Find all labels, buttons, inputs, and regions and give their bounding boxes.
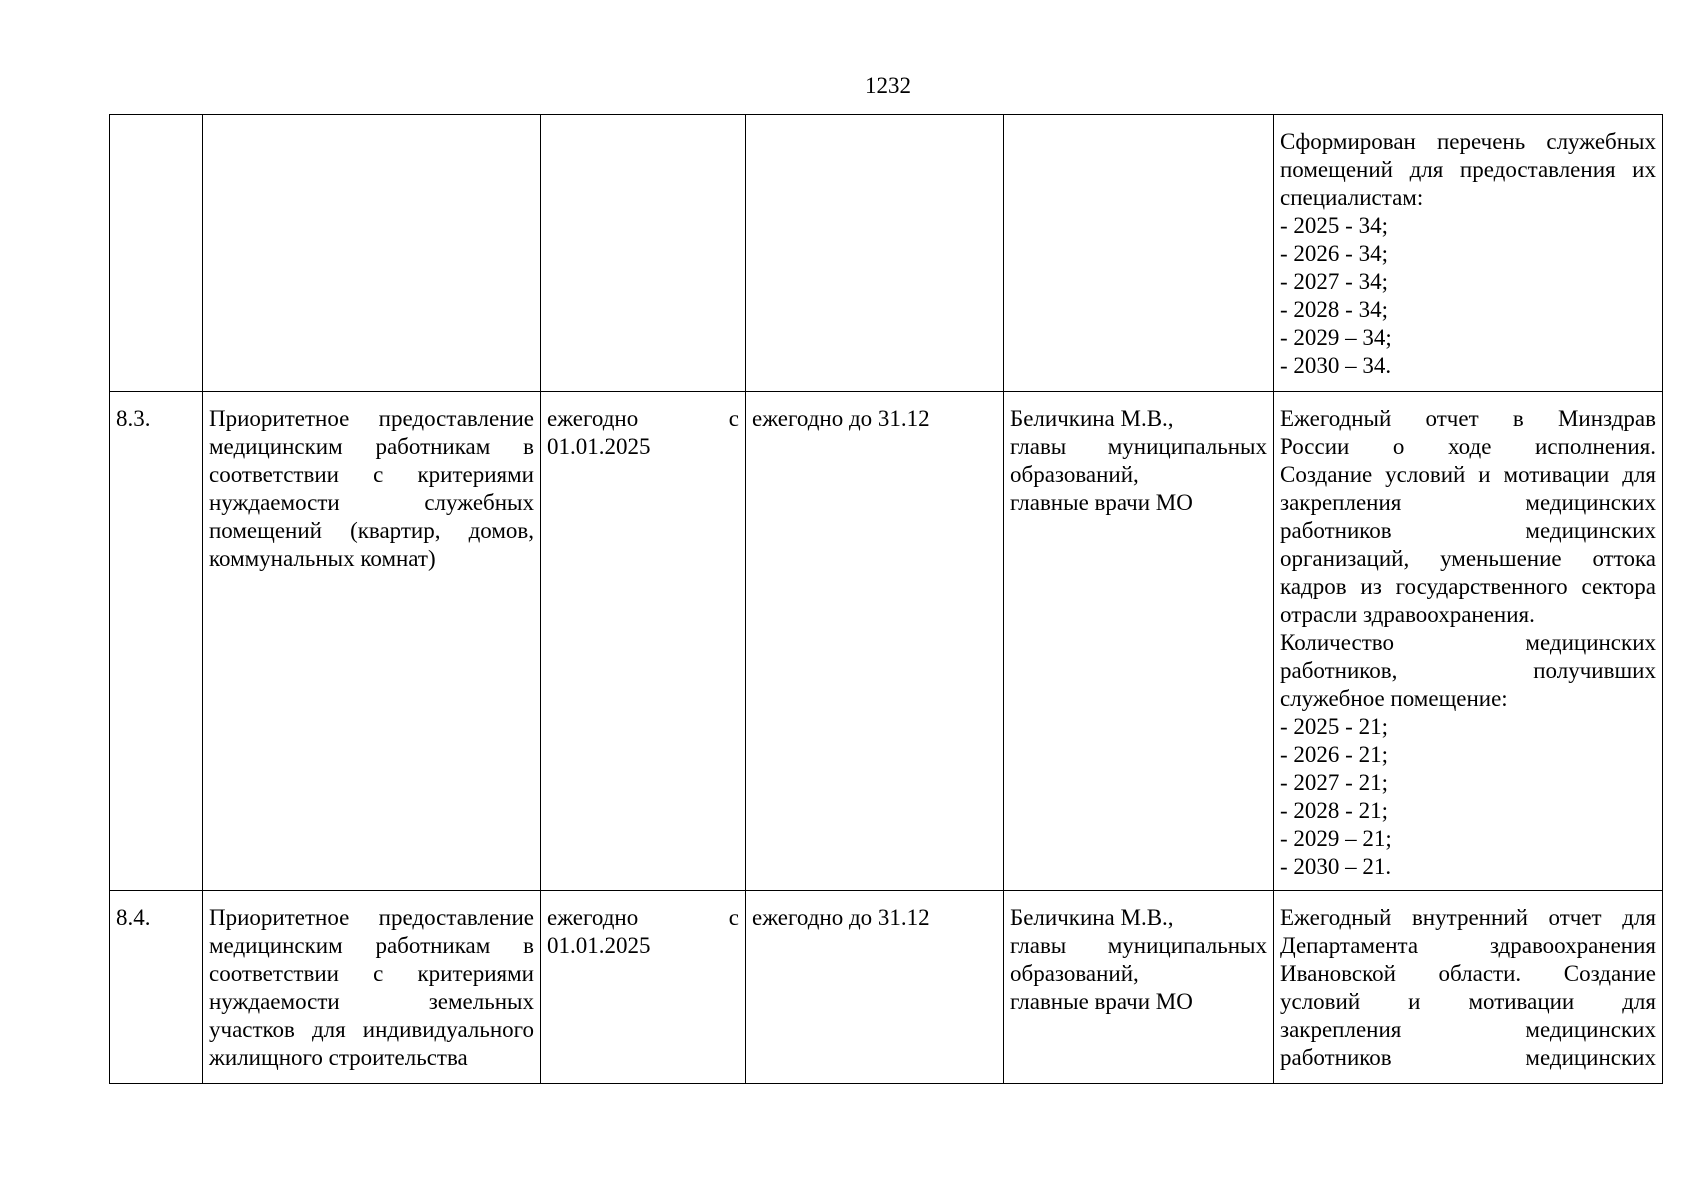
cell-line: кадров из государственного сектора	[1280, 574, 1656, 599]
table-row	[110, 392, 1663, 891]
end-date-cell	[746, 891, 1004, 1084]
start-date-cell	[541, 891, 746, 1084]
responsible-cell	[1004, 891, 1274, 1084]
cell-text: ежегодно до 31.12	[752, 905, 930, 930]
end-date-cell	[746, 115, 1004, 392]
cell-line: медицинским работникам в	[209, 933, 534, 958]
cell-line: главные врачи МО	[1010, 490, 1193, 515]
cell-line: жилищного строительства	[209, 1045, 468, 1070]
cell-line: специалистам:	[1280, 185, 1424, 210]
cell-line: 01.01.2025	[547, 933, 651, 958]
start-date-cell	[541, 115, 746, 392]
table-row	[110, 115, 1663, 392]
cell-line: Департамента здравоохранения	[1280, 933, 1656, 958]
cell-line: Беличкина М.В.,	[1010, 406, 1174, 431]
cell-line: работников медицинских	[1280, 1045, 1656, 1070]
cell-line: отрасли здравоохранения.	[1280, 602, 1535, 627]
cell-line: Сформирован перечень служебных	[1280, 129, 1656, 154]
event-cell	[203, 115, 541, 392]
cell-line: Ежегодный отчет в Минздрав	[1280, 406, 1656, 431]
responsible-cell	[1004, 392, 1274, 891]
cell-line: главные врачи МО	[1010, 989, 1193, 1014]
cell-line: коммунальных комнат)	[209, 546, 436, 571]
cell-line: участков для индивидуального	[209, 1017, 534, 1042]
cell-line: - 2026 - 34;	[1280, 241, 1388, 266]
cell-line: главы муниципальных	[1010, 434, 1267, 459]
event-cell	[203, 891, 541, 1084]
cell-line: помещений для предоставления их	[1280, 157, 1656, 182]
row-number-cell	[110, 115, 203, 392]
cell-line: главы муниципальных	[1010, 933, 1267, 958]
cell-line: соответствии с критериями	[209, 961, 534, 986]
row-number-cell	[110, 392, 203, 891]
cell-line: нуждаемости земельных	[209, 989, 534, 1014]
result-cell	[1274, 115, 1663, 392]
cell-line: Приоритетное предоставление	[209, 406, 534, 431]
cell-line: 01.01.2025	[547, 434, 651, 459]
result-cell	[1274, 891, 1663, 1084]
responsible-cell	[1004, 115, 1274, 392]
cell-text: 8.4.	[116, 905, 151, 930]
cell-line: закрепления медицинских	[1280, 490, 1656, 515]
cell-line: работников медицинских	[1280, 518, 1656, 543]
cell-line: - 2025 - 21;	[1280, 714, 1388, 739]
cell-line: условий и мотивации для	[1280, 989, 1656, 1014]
cell-text: 8.3.	[116, 406, 151, 431]
cell-line: организаций, уменьшение оттока	[1280, 546, 1656, 571]
table-row	[110, 891, 1663, 1084]
cell-line: Ивановской области. Создание	[1280, 961, 1656, 986]
event-cell	[203, 392, 541, 891]
cell-line: - 2025 - 34;	[1280, 213, 1388, 238]
cell-line: - 2030 – 34.	[1280, 353, 1392, 378]
cell-line: Создание условий и мотивации для	[1280, 462, 1656, 487]
cell-line: образований,	[1010, 961, 1139, 986]
cell-line: - 2026 - 21;	[1280, 742, 1388, 767]
cell-line: Приоритетное предоставление	[209, 905, 534, 930]
cell-line: служебное помещение:	[1280, 686, 1508, 711]
cell-line: Беличкина М.В.,	[1010, 905, 1174, 930]
cell-line: соответствии с критериями	[209, 462, 534, 487]
cell-line: - 2027 - 21;	[1280, 770, 1388, 795]
cell-line: Количество медицинских	[1280, 630, 1656, 655]
cell-line: - 2028 - 21;	[1280, 798, 1388, 823]
cell-text: ежегодно до 31.12	[752, 406, 930, 431]
cell-line: нуждаемости служебных	[209, 490, 534, 515]
cell-line: образований,	[1010, 462, 1139, 487]
cell-line: России о ходе исполнения.	[1280, 434, 1656, 459]
cell-line: медицинским работникам в	[209, 434, 534, 459]
cell-line: помещений (квартир, домов,	[209, 518, 534, 543]
page-number: 1232	[865, 73, 911, 98]
cell-line: - 2029 – 34;	[1280, 325, 1392, 350]
row-number-cell	[110, 891, 203, 1084]
cell-line: - 2030 – 21.	[1280, 854, 1392, 879]
cell-line: - 2029 – 21;	[1280, 826, 1392, 851]
cell-line: - 2027 - 34;	[1280, 269, 1388, 294]
result-cell	[1274, 392, 1663, 891]
start-date-cell	[541, 392, 746, 891]
measures-table	[109, 114, 1663, 1084]
cell-line: Ежегодный внутренний отчет для	[1280, 905, 1656, 930]
cell-line: ежегодно с	[547, 905, 739, 930]
cell-line: работников, получивших	[1280, 658, 1656, 683]
cell-line: ежегодно с	[547, 406, 739, 431]
end-date-cell	[746, 392, 1004, 891]
cell-line: закрепления медицинских	[1280, 1017, 1656, 1042]
cell-line: - 2028 - 34;	[1280, 297, 1388, 322]
